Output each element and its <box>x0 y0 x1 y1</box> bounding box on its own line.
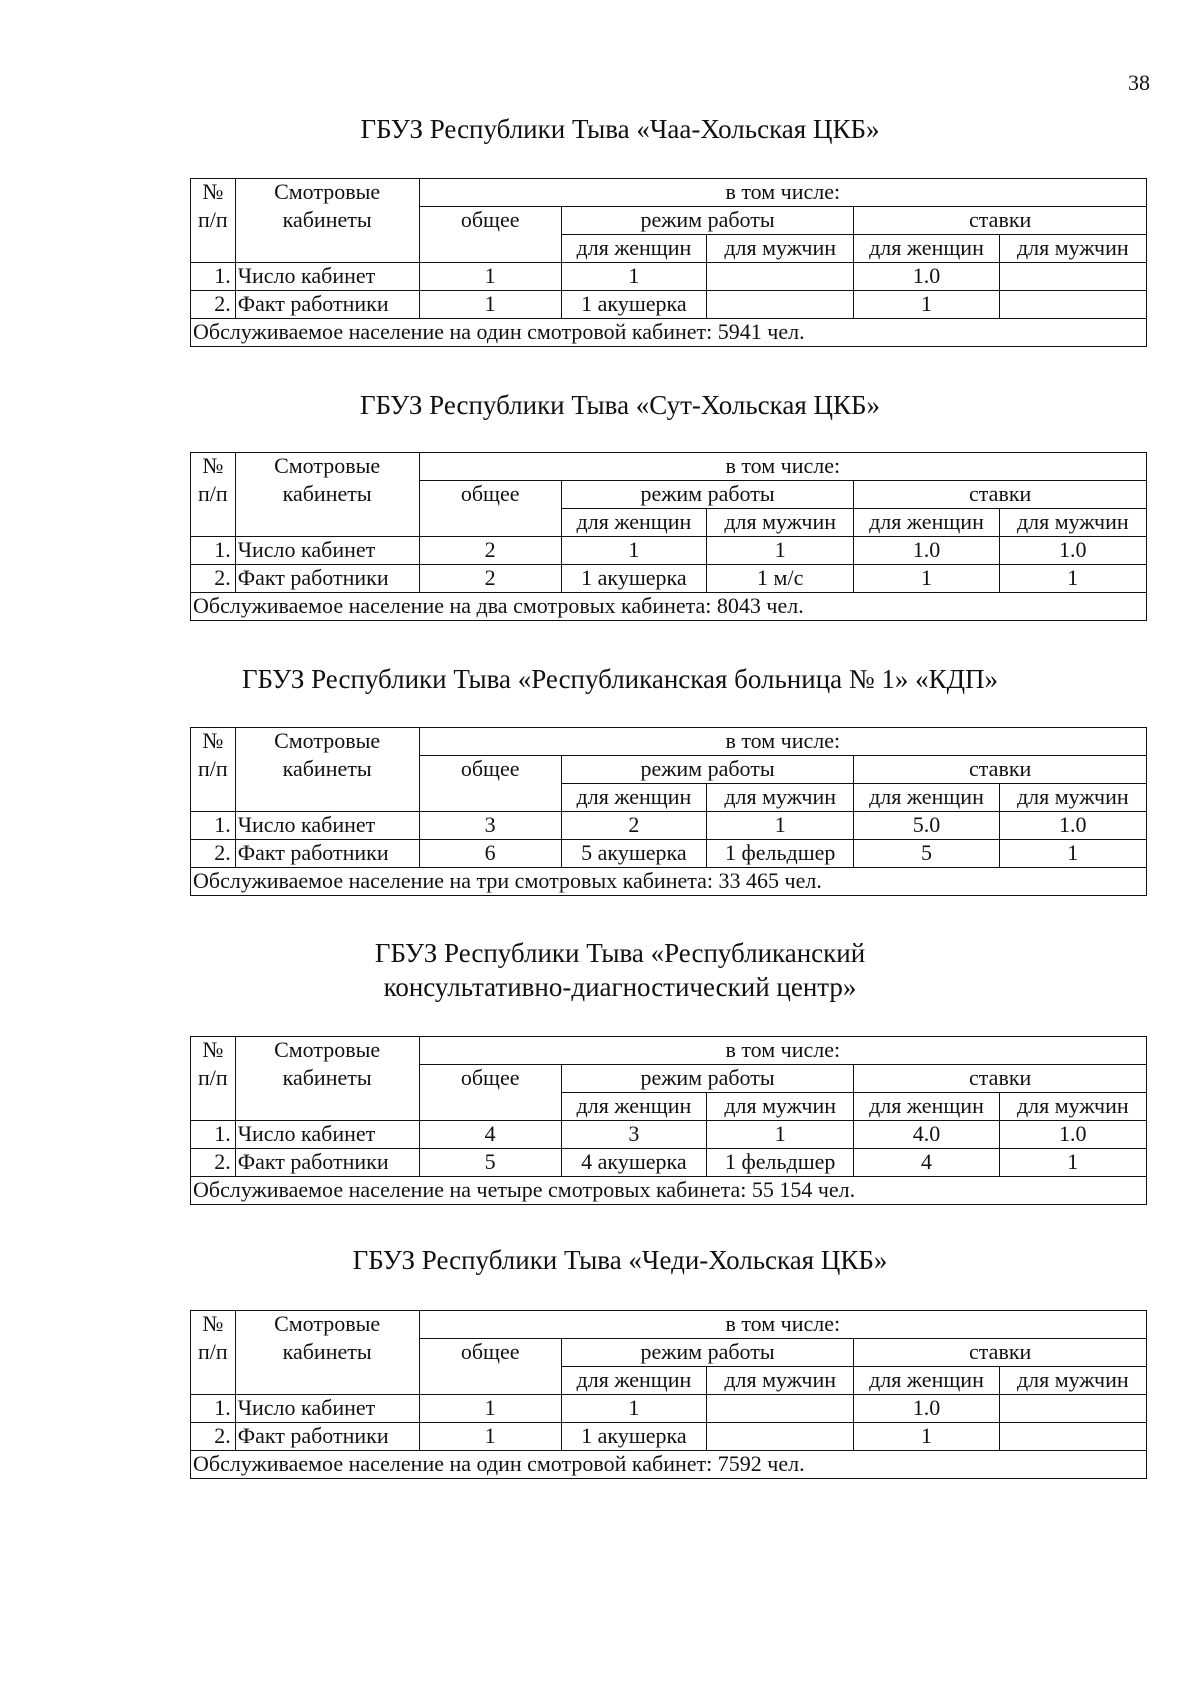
exam-rooms-table <box>190 1310 1147 1479</box>
served-population-note: Обслуживаемое население на три смотровых кабинета: 33 465 чел. <box>191 868 1147 896</box>
cell-mode-men: 1 <box>707 1121 854 1149</box>
header-no: № <box>191 1311 236 1339</box>
header-total: общее <box>419 481 561 537</box>
header-cabinets-2: кабинеты <box>235 1065 419 1093</box>
header-cabinets-2: кабинеты <box>235 1339 419 1367</box>
table-row <box>191 537 1147 565</box>
cell-rate-women: 5.0 <box>854 812 999 840</box>
cell-rate-men <box>999 1395 1146 1423</box>
facility-title-line: ГБУЗ Республики Тыва «Чеди-Хольская ЦКБ» <box>352 1245 888 1275</box>
header-rate-women: для женщин <box>854 235 999 263</box>
cell-rate-women: 1 <box>854 1423 999 1451</box>
footer-row <box>191 319 1147 347</box>
cell-rate-men: 1 <box>999 565 1146 593</box>
header-rate-men: для мужчин <box>999 235 1146 263</box>
row-number: 2. <box>191 1423 236 1451</box>
served-population-note: Обслуживаемое население на четыре смотровых кабинета: 55 154 чел. <box>191 1177 1147 1205</box>
row-label: Число кабинет <box>235 263 419 291</box>
row-label: Факт работники <box>235 1423 419 1451</box>
cell-rate-men: 1.0 <box>999 537 1146 565</box>
footer-row <box>191 1177 1147 1205</box>
table-row <box>191 565 1147 593</box>
cell-mode-men: 1 фельдшер <box>707 840 854 868</box>
cell-mode-women: 1 акушерка <box>561 565 706 593</box>
cell-mode-men: 1 м/с <box>707 565 854 593</box>
header-cabinets: Смотровые <box>235 179 419 207</box>
cell-mode-men <box>707 291 854 319</box>
served-population-note: Обслуживаемое население на один смотровой кабинет: 7592 чел. <box>191 1451 1147 1479</box>
header-rate-women: для женщин <box>854 1367 999 1395</box>
row-label: Число кабинет <box>235 537 419 565</box>
header-mode-women: для женщин <box>561 1093 706 1121</box>
cell-total: 1 <box>419 1395 561 1423</box>
header-row-2 <box>191 1339 1147 1367</box>
cell-mode-women: 2 <box>561 812 706 840</box>
header-row-3 <box>191 235 1147 263</box>
row-number: 1. <box>191 537 236 565</box>
header-no: № <box>191 728 236 756</box>
cell-rate-women: 4.0 <box>854 1121 999 1149</box>
header-row-3 <box>191 784 1147 812</box>
facility-title-line: ГБУЗ Республики Тыва «Республиканский <box>374 938 866 968</box>
header-row-1 <box>191 1311 1147 1339</box>
header-no: № <box>191 1037 236 1065</box>
cell-mode-women: 1 <box>561 537 706 565</box>
cell-rate-men: 1.0 <box>999 812 1146 840</box>
header-mode-men: для мужчин <box>707 1367 854 1395</box>
header-rates: ставки <box>854 756 1147 784</box>
exam-rooms-table <box>190 1036 1147 1205</box>
header-no-2: п/п <box>191 756 236 784</box>
header-work-mode: режим работы <box>561 207 854 235</box>
cell-rate-men <box>999 291 1146 319</box>
header-rate-women: для женщин <box>854 784 999 812</box>
served-population-note: Обслуживаемое население на два смотровых кабинета: 8043 чел. <box>191 593 1147 621</box>
row-label: Число кабинет <box>235 1395 419 1423</box>
facility-title <box>0 1243 1200 1277</box>
row-number: 2. <box>191 291 236 319</box>
header-row-2 <box>191 756 1147 784</box>
header-cabinets: Смотровые <box>235 453 419 481</box>
table-row <box>191 1121 1147 1149</box>
header-mode-men: для мужчин <box>707 235 854 263</box>
header-mode-women: для женщин <box>561 235 706 263</box>
header-cabinets: Смотровые <box>235 1037 419 1065</box>
cell-rate-women: 1 <box>854 565 999 593</box>
cell-rate-women: 1.0 <box>854 263 999 291</box>
header-rates: ставки <box>854 1065 1147 1093</box>
cell-mode-men: 1 фельдшер <box>707 1149 854 1177</box>
header-rate-women: для женщин <box>854 509 999 537</box>
cell-rate-men: 1 <box>999 1149 1146 1177</box>
header-no: № <box>191 453 236 481</box>
facility-title-line: ГБУЗ Республики Тыва «Сут-Хольская ЦКБ» <box>359 390 881 420</box>
row-number: 1. <box>191 1121 236 1149</box>
cell-total: 1 <box>419 1423 561 1451</box>
cell-mode-men: 1 <box>707 812 854 840</box>
row-number: 2. <box>191 1149 236 1177</box>
cell-total: 6 <box>419 840 561 868</box>
header-row-1 <box>191 728 1147 756</box>
header-row-2 <box>191 481 1147 509</box>
cell-mode-men: 1 <box>707 537 854 565</box>
cell-rate-men: 1 <box>999 840 1146 868</box>
facility-title <box>0 936 1200 1004</box>
header-no: № <box>191 179 236 207</box>
header-including: в том числе: <box>419 728 1146 756</box>
facility-title-line: ГБУЗ Республики Тыва «Чаа-Хольская ЦКБ» <box>360 114 880 144</box>
cell-rate-men: 1.0 <box>999 1121 1146 1149</box>
header-cabinets-2: кабинеты <box>235 756 419 784</box>
header-total: общее <box>419 1339 561 1395</box>
header-work-mode: режим работы <box>561 1339 854 1367</box>
cell-mode-women: 5 акушерка <box>561 840 706 868</box>
header-no-2: п/п <box>191 481 236 509</box>
cell-mode-men <box>707 1423 854 1451</box>
row-number: 2. <box>191 840 236 868</box>
cell-rate-women: 1.0 <box>854 1395 999 1423</box>
header-including: в том числе: <box>419 179 1146 207</box>
header-cabinets: Смотровые <box>235 728 419 756</box>
cell-mode-women: 3 <box>561 1121 706 1149</box>
table-row <box>191 1423 1147 1451</box>
header-no-2: п/п <box>191 207 236 235</box>
row-number: 1. <box>191 1395 236 1423</box>
header-mode-men: для мужчин <box>707 509 854 537</box>
table-row <box>191 840 1147 868</box>
row-label: Факт работники <box>235 565 419 593</box>
row-label: Факт работники <box>235 1149 419 1177</box>
header-including: в том числе: <box>419 1037 1146 1065</box>
cell-total: 3 <box>419 812 561 840</box>
header-row-3 <box>191 509 1147 537</box>
header-cabinets: Смотровые <box>235 1311 419 1339</box>
header-rate-men: для мужчин <box>999 784 1146 812</box>
facility-title-line: ГБУЗ Республики Тыва «Республиканская больница № 1» «КДП» <box>241 664 999 694</box>
header-row-2 <box>191 207 1147 235</box>
row-label: Факт работники <box>235 291 419 319</box>
header-row-1 <box>191 179 1147 207</box>
footer-row <box>191 593 1147 621</box>
header-total: общее <box>419 207 561 263</box>
header-work-mode: режим работы <box>561 481 854 509</box>
header-mode-women: для женщин <box>561 1367 706 1395</box>
header-no-2: п/п <box>191 1339 236 1367</box>
footer-row <box>191 868 1147 896</box>
cell-rate-women: 1 <box>854 291 999 319</box>
header-rates: ставки <box>854 481 1147 509</box>
header-row-3 <box>191 1367 1147 1395</box>
header-work-mode: режим работы <box>561 756 854 784</box>
cell-mode-women: 1 <box>561 1395 706 1423</box>
cell-mode-men <box>707 1395 854 1423</box>
cell-total: 4 <box>419 1121 561 1149</box>
cell-mode-women: 4 акушерка <box>561 1149 706 1177</box>
header-work-mode: режим работы <box>561 1065 854 1093</box>
table-row <box>191 1395 1147 1423</box>
cell-mode-women: 1 акушерка <box>561 1423 706 1451</box>
row-label: Число кабинет <box>235 1121 419 1149</box>
cell-rate-men <box>999 1423 1146 1451</box>
row-number: 1. <box>191 812 236 840</box>
header-row-1 <box>191 1037 1147 1065</box>
header-row-2 <box>191 1065 1147 1093</box>
header-including: в том числе: <box>419 1311 1146 1339</box>
header-rates: ставки <box>854 207 1147 235</box>
exam-rooms-table <box>190 727 1147 896</box>
cell-mode-women: 1 акушерка <box>561 291 706 319</box>
page-number: 38 <box>1128 70 1150 95</box>
header-rate-men: для мужчин <box>999 1093 1146 1121</box>
row-label: Число кабинет <box>235 812 419 840</box>
header-mode-men: для мужчин <box>707 784 854 812</box>
row-number: 1. <box>191 263 236 291</box>
exam-rooms-table <box>190 178 1147 347</box>
row-label: Факт работники <box>235 840 419 868</box>
header-rate-men: для мужчин <box>999 509 1146 537</box>
header-total: общее <box>419 1065 561 1121</box>
cell-rate-women: 5 <box>854 840 999 868</box>
header-rate-men: для мужчин <box>999 1367 1146 1395</box>
exam-rooms-table <box>190 452 1147 621</box>
header-cabinets-2: кабинеты <box>235 481 419 509</box>
header-including: в том числе: <box>419 453 1146 481</box>
facility-title-line: консультативно-диагностический центр» <box>383 972 857 1002</box>
header-mode-women: для женщин <box>561 509 706 537</box>
cell-mode-women: 1 <box>561 263 706 291</box>
header-total: общее <box>419 756 561 812</box>
header-no-2: п/п <box>191 1065 236 1093</box>
cell-rate-women: 4 <box>854 1149 999 1177</box>
table-row <box>191 263 1147 291</box>
header-mode-men: для мужчин <box>707 1093 854 1121</box>
table-row <box>191 291 1147 319</box>
cell-total: 1 <box>419 291 561 319</box>
cell-rate-women: 1.0 <box>854 537 999 565</box>
cell-mode-men <box>707 263 854 291</box>
served-population-note: Обслуживаемое население на один смотровой кабинет: 5941 чел. <box>191 319 1147 347</box>
cell-total: 2 <box>419 565 561 593</box>
header-row-3 <box>191 1093 1147 1121</box>
cell-total: 2 <box>419 537 561 565</box>
facility-title <box>0 662 1200 696</box>
table-row <box>191 812 1147 840</box>
header-cabinets-2: кабинеты <box>235 207 419 235</box>
header-mode-women: для женщин <box>561 784 706 812</box>
facility-title <box>0 112 1200 146</box>
header-rates: ставки <box>854 1339 1147 1367</box>
header-rate-women: для женщин <box>854 1093 999 1121</box>
row-number: 2. <box>191 565 236 593</box>
cell-rate-men <box>999 263 1146 291</box>
facility-title <box>0 388 1200 422</box>
header-row-1 <box>191 453 1147 481</box>
table-row <box>191 1149 1147 1177</box>
cell-total: 1 <box>419 263 561 291</box>
cell-total: 5 <box>419 1149 561 1177</box>
footer-row <box>191 1451 1147 1479</box>
